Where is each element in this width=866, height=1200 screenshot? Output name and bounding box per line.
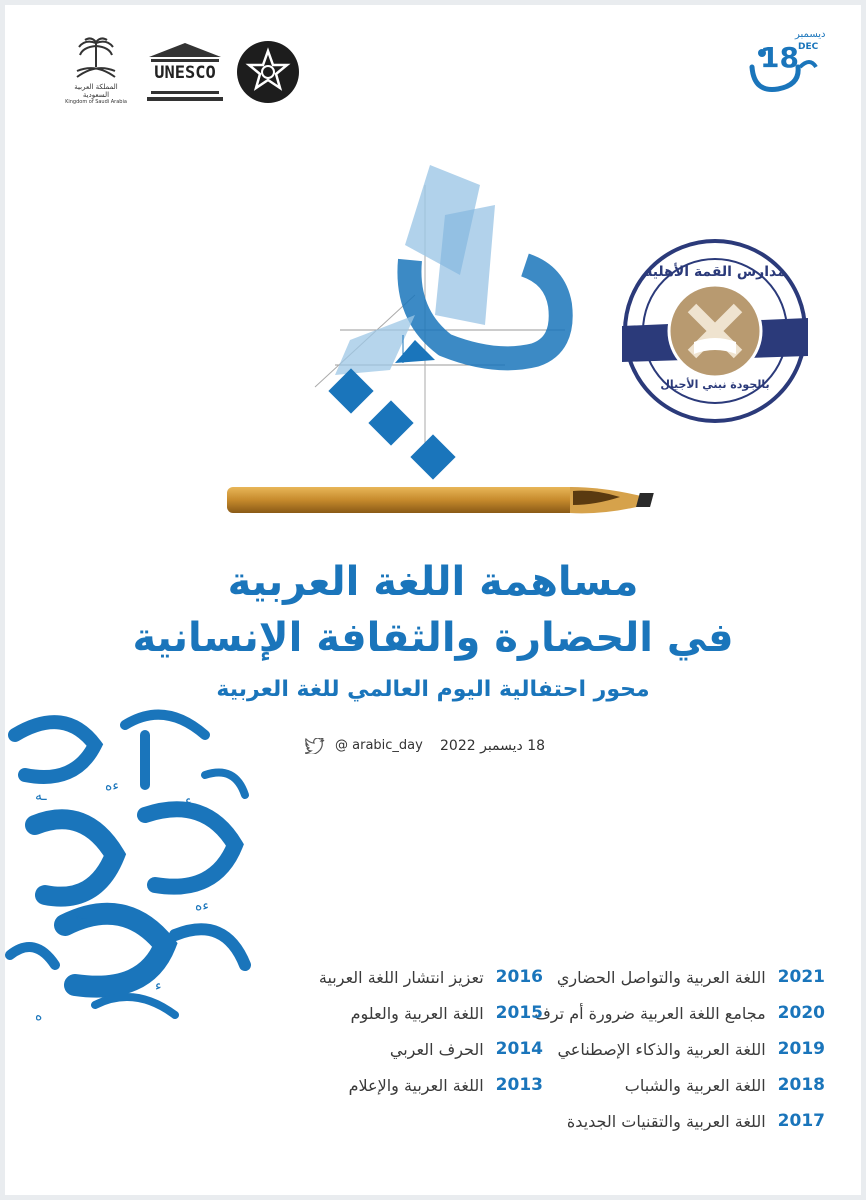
theme-year: 2018 <box>777 1075 825 1095</box>
theme-year: 2016 <box>495 967 543 987</box>
svg-text:ـه: ـه <box>75 908 87 924</box>
saudi-emblem <box>63 37 129 117</box>
theme-text: الحرف العربي <box>389 1039 484 1059</box>
svg-text:ء: ء <box>155 978 162 994</box>
school-name: مدارس القمة الأهلية <box>644 264 786 280</box>
svg-text:ء: ء <box>185 793 192 809</box>
theme-text: اللغة العربية والذكاء الإصطناعي <box>557 1039 766 1059</box>
theme-year: 2019 <box>777 1039 825 1059</box>
unesco-label: UNESCO <box>154 63 216 83</box>
theme-item <box>557 1039 825 1059</box>
theme-year: 2014 <box>495 1039 543 1059</box>
calligraphy-letter-graphic <box>295 165 595 485</box>
title-line-1: مساهمة اللغة العربية <box>227 559 639 605</box>
theme-text: مجامع اللغة العربية ضرورة أم ترف <box>534 1003 766 1023</box>
dec-month-en: DEC <box>798 42 819 52</box>
dec-18-badge <box>740 27 825 107</box>
theme-year: 2021 <box>777 967 825 987</box>
title-line-2: في الحضارة والثقافة الإنسانية <box>132 615 734 661</box>
reed-pen-graphic <box>225 481 665 521</box>
theme-item <box>567 1111 825 1131</box>
school-seal <box>622 238 808 424</box>
theme-year: 2017 <box>777 1111 825 1131</box>
event-date: 18 ديسمبر 2022 <box>440 738 546 754</box>
theme-text: تعزيز انتشار اللغة العربية <box>318 967 484 987</box>
twitter-bird-icon[interactable] <box>305 738 325 754</box>
svg-text:ـه: ـه <box>35 788 47 804</box>
saudi-logo-text-en: Kingdom of Saudi Arabia <box>65 99 127 105</box>
school-motto: بالجودة نبني الأجيال <box>660 378 770 391</box>
theme-item <box>534 1003 825 1023</box>
themes-list <box>65 967 825 1167</box>
star-emblem <box>235 39 301 105</box>
theme-text: اللغة العربية والتقنيات الجديدة <box>566 1111 766 1131</box>
theme-item <box>557 967 825 987</box>
theme-item <box>625 1075 825 1095</box>
theme-item <box>319 967 543 987</box>
theme-text: اللغة العربية والشباب <box>624 1075 766 1095</box>
dec-day: 18 <box>760 41 799 74</box>
svg-text:ءه: ءه <box>105 778 119 794</box>
theme-year: 2015 <box>495 1003 543 1023</box>
saudi-logo-text: المملكة العربية السعودية <box>74 83 118 99</box>
theme-text: اللغة العربية والتواصل الحضاري <box>556 967 766 987</box>
twitter-handle[interactable]: @ arabic_day <box>335 738 423 753</box>
svg-text:ه: ه <box>35 1008 43 1024</box>
unesco-logo <box>145 41 225 103</box>
theme-year: 2020 <box>777 1003 825 1023</box>
palm-swords-icon <box>71 37 121 83</box>
poster <box>5 5 861 1195</box>
theme-year: 2013 <box>495 1075 543 1095</box>
theme-item <box>390 1039 543 1059</box>
theme-text: اللغة العربية والعلوم <box>350 1003 484 1023</box>
svg-text:ءه: ءه <box>195 898 209 914</box>
subtitle: محور احتفالية اليوم العالمي للغة العربية <box>216 677 650 702</box>
theme-item <box>349 1075 543 1095</box>
star-emblem-icon <box>235 39 301 105</box>
dec-month-ar: ديسمبر <box>795 29 826 40</box>
theme-text: اللغة العربية والإعلام <box>348 1075 484 1095</box>
theme-item <box>351 1003 543 1023</box>
